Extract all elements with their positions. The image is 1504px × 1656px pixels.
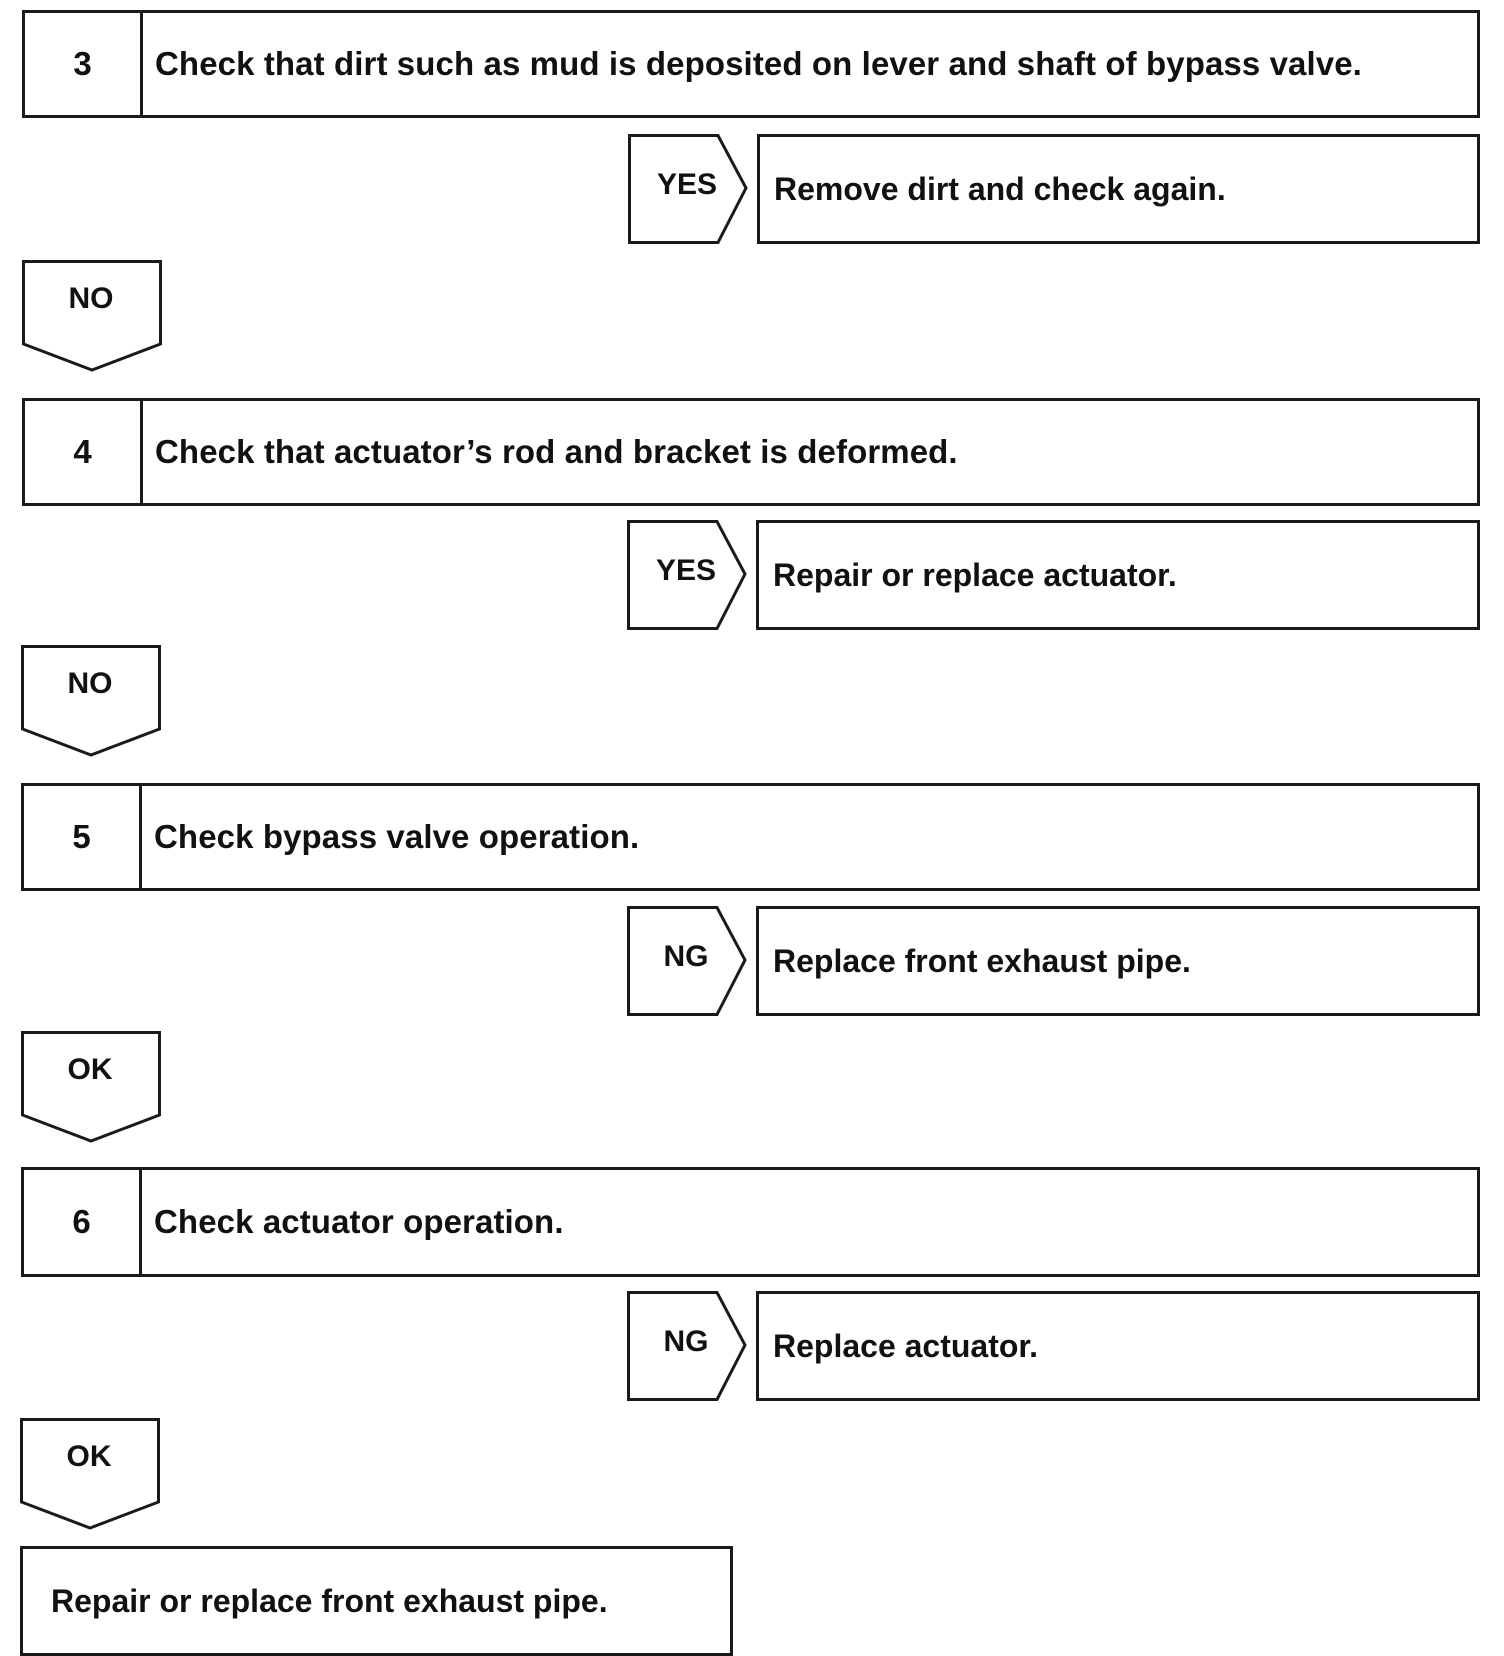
step-number: 6 xyxy=(24,1170,142,1274)
step-title: Check that actuator’s rod and bracket is deformed. xyxy=(155,433,958,470)
ng-branch-arrow xyxy=(627,906,749,1016)
branch-label: NG xyxy=(663,940,709,973)
no-continue-arrow xyxy=(22,260,162,372)
continue-label: OK xyxy=(66,1440,112,1473)
branch-label: NG xyxy=(663,1325,709,1358)
ok-continue-arrow xyxy=(21,1031,161,1143)
yes-branch-arrow xyxy=(628,134,750,244)
step-3-box xyxy=(22,10,1480,118)
step-4-box xyxy=(22,398,1480,506)
step-number: 3 xyxy=(25,13,143,115)
final-action-box: Repair or replace front exhaust pipe. xyxy=(20,1546,733,1656)
step-6-branch-action: Replace actuator. xyxy=(756,1291,1480,1401)
continue-label: NO xyxy=(67,667,113,700)
ng-branch-arrow xyxy=(627,1291,749,1401)
step-number: 4 xyxy=(25,401,143,503)
continue-label: OK xyxy=(67,1053,113,1086)
step-title: Check actuator operation. xyxy=(154,1203,564,1240)
step-title: Check that dirt such as mud is deposited on lever and shaft of bypass valve. xyxy=(155,45,1362,82)
step-title: Check bypass valve operation. xyxy=(154,818,640,855)
ok-continue-arrow xyxy=(20,1418,160,1530)
step-5-box xyxy=(21,783,1480,891)
step-number: 5 xyxy=(24,786,142,888)
step-5-branch-action: Replace front exhaust pipe. xyxy=(756,906,1480,1016)
continue-label: NO xyxy=(68,282,114,315)
step-4-branch-action: Repair or replace actuator. xyxy=(756,520,1480,630)
branch-label: YES xyxy=(656,168,718,201)
branch-label: YES xyxy=(655,554,717,587)
step-3-branch-action: Remove dirt and check again. xyxy=(757,134,1480,244)
no-continue-arrow xyxy=(21,645,161,757)
step-6-box xyxy=(21,1167,1480,1277)
yes-branch-arrow xyxy=(627,520,749,630)
